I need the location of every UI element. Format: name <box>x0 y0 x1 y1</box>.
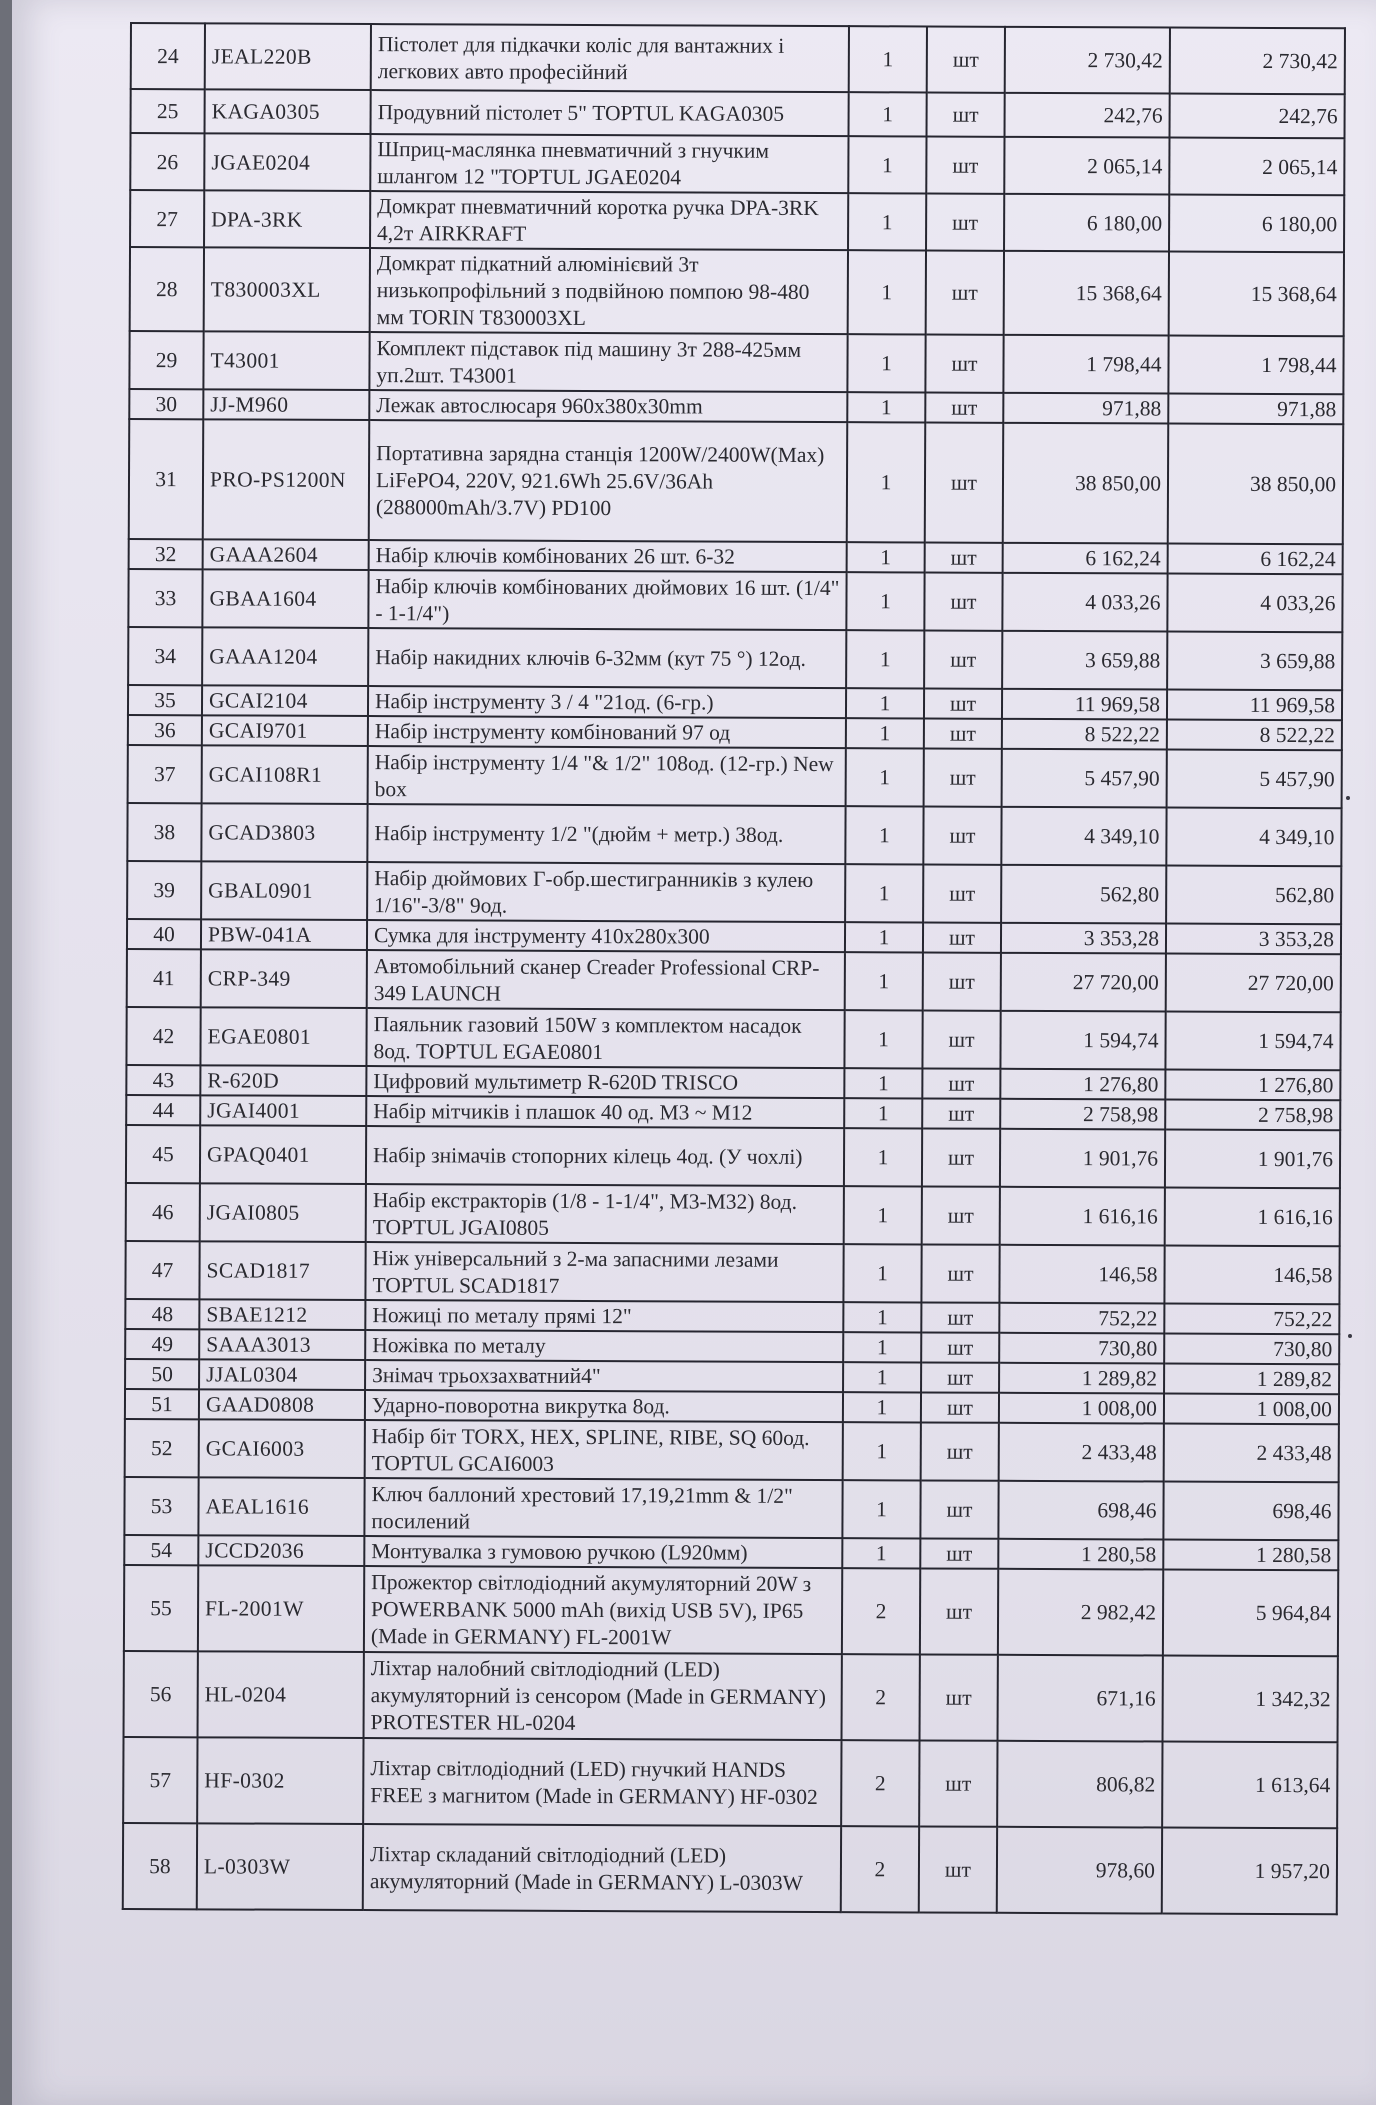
item-name: Ключ баллоний хрестовий 17,19,21mm & 1/2" посилений <box>364 1478 842 1538</box>
item-code: R-620D <box>200 1065 366 1096</box>
item-quantity: 1 <box>843 1422 921 1480</box>
item-quantity: 1 <box>843 1362 921 1392</box>
item-price: 2 982,42 <box>998 1569 1163 1656</box>
item-price: 242,76 <box>1005 93 1170 138</box>
item-price: 11 969,58 <box>1002 689 1167 720</box>
item-quantity: 1 <box>843 1332 921 1362</box>
item-code: KAGA0305 <box>205 89 371 134</box>
row-number: 28 <box>130 247 204 331</box>
item-sum: 1 957,20 <box>1162 1828 1337 1915</box>
item-name: Ліхтар світлодіодний (LED) гнучкий HANDS FREE з магнитом (Made in GERMANY) HF-0302 <box>363 1738 841 1826</box>
item-code: JCCD2036 <box>198 1535 364 1566</box>
table-row <box>130 133 1344 195</box>
table-row <box>128 569 1342 632</box>
item-quantity: 1 <box>846 748 924 806</box>
item-code: GCAI108R1 <box>202 745 368 804</box>
item-sum: 698,46 <box>1163 1482 1338 1541</box>
item-name: Цифровий мультиметр R-620D TRISCO <box>366 1066 844 1098</box>
item-sum: 11 969,58 <box>1167 690 1342 721</box>
item-sum: 2 730,42 <box>1170 28 1345 95</box>
item-sum: 1 613,64 <box>1162 1742 1337 1829</box>
item-sum: 3 659,88 <box>1167 632 1342 691</box>
item-quantity: 1 <box>847 542 925 572</box>
item-unit: шт <box>924 688 1002 718</box>
row-number: 36 <box>128 715 202 745</box>
item-quantity: 1 <box>842 1538 920 1568</box>
item-code: GAAA1204 <box>202 627 368 686</box>
item-code: GPAQ0401 <box>200 1125 366 1184</box>
item-unit: шт <box>922 1068 1000 1098</box>
item-unit: шт <box>924 630 1002 688</box>
item-name: Домкрат пневматичний коротка ручка DPA-3RK 4,2т AIRKRAFT <box>370 191 848 250</box>
item-code: SAAA3013 <box>199 1329 365 1360</box>
item-quantity: 1 <box>846 572 924 630</box>
item-price: 806,82 <box>997 1741 1162 1828</box>
item-sum: 562,80 <box>1166 866 1341 925</box>
item-name: Набір накидних ключів 6-32мм (кут 75 °) 12од. <box>368 628 846 688</box>
item-quantity: 1 <box>844 1128 922 1186</box>
item-unit: шт <box>921 1302 999 1332</box>
item-price: 5 457,90 <box>1002 749 1167 808</box>
item-unit: шт <box>926 193 1004 250</box>
item-unit: шт <box>924 748 1002 806</box>
row-number: 37 <box>128 745 202 803</box>
row-number: 48 <box>125 1299 199 1329</box>
item-quantity: 2 <box>841 1740 919 1826</box>
item-price: 2 065,14 <box>1004 137 1169 195</box>
item-sum: 1 798,44 <box>1168 336 1343 395</box>
item-quantity: 2 <box>841 1826 919 1912</box>
item-price: 1 901,76 <box>1000 1129 1165 1188</box>
item-unit: шт <box>924 572 1002 630</box>
item-sum: 6 162,24 <box>1168 544 1343 575</box>
item-unit: шт <box>923 952 1001 1010</box>
table-row <box>124 1651 1338 1742</box>
item-unit: шт <box>926 136 1004 193</box>
item-price: 6 162,24 <box>1003 543 1168 574</box>
item-unit: шт <box>921 1422 999 1480</box>
items-table-container <box>122 22 1344 1915</box>
item-name: Набір інструменту 1/4 "& 1/2" 108од. (12-гр.) New box <box>368 746 846 806</box>
item-price: 146,58 <box>999 1245 1164 1304</box>
item-unit: шт <box>921 1392 999 1422</box>
item-name: Прожектор світлодіодний акумуляторний 20W з POWERBANK 5000 mAh (вихід USB 5V), IP65 (Made in GERMANY) FL-2001W <box>364 1566 842 1654</box>
item-sum: 1 276,80 <box>1165 1070 1340 1101</box>
item-unit: шт <box>921 1332 999 1362</box>
row-number: 24 <box>131 23 205 89</box>
item-price: 1 289,82 <box>999 1363 1164 1394</box>
item-code: PBW-041A <box>201 919 367 950</box>
item-code: SCAD1817 <box>199 1241 365 1300</box>
item-price: 2 758,98 <box>1000 1099 1165 1130</box>
item-quantity: 1 <box>849 26 927 92</box>
item-quantity: 1 <box>845 922 923 952</box>
item-unit: шт <box>927 92 1005 136</box>
item-quantity: 2 <box>842 1568 920 1654</box>
item-name: Набір знімачів стопорних кілець 4од. (У чохлі) <box>366 1126 844 1186</box>
item-sum: 2 065,14 <box>1169 138 1344 196</box>
item-name: Комплект підставок під машину 3т 288-425мм уп.2шт. T43001 <box>369 332 847 392</box>
item-sum: 752,22 <box>1164 1304 1339 1335</box>
item-unit: шт <box>920 1480 998 1538</box>
item-code: JEAL220B <box>205 23 371 90</box>
item-name: Лежак автослюсаря 960х380х30mm <box>369 390 847 422</box>
table-row <box>130 247 1344 336</box>
item-code: GBAA1604 <box>202 569 368 628</box>
table-row <box>124 1477 1338 1540</box>
item-code: GAAA2604 <box>203 539 369 570</box>
item-quantity: 1 <box>843 1244 921 1302</box>
item-name: Набір ключів комбінованих дюймових 16 шт. (1/4" - 1-1/4") <box>368 570 846 630</box>
item-sum: 38 850,00 <box>1168 424 1344 545</box>
item-unit: шт <box>923 864 1001 922</box>
item-sum: 1 901,76 <box>1165 1130 1340 1189</box>
table-row <box>130 190 1344 252</box>
item-name: Набір інструменту 3 / 4 "21од. (6-гр.) <box>368 686 846 718</box>
item-quantity: 1 <box>847 334 925 392</box>
item-unit: шт <box>919 1740 997 1826</box>
row-number: 41 <box>127 949 201 1007</box>
item-name: Автомобільний сканер Creader Professional CRP-349 LAUNCH <box>367 950 845 1010</box>
item-name: Набір ключів комбінованих 26 шт. 6-32 <box>369 540 847 572</box>
row-number: 35 <box>128 685 202 715</box>
item-name: Шприц-маслянка пневматичний з гнучким шлангом 12 "TOPTUL JGAE0204 <box>370 134 848 193</box>
item-name: Паяльник газовий 150W з комплектом насадок 8од. TOPTUL EGAE0801 <box>366 1008 844 1068</box>
item-price: 752,22 <box>999 1303 1164 1334</box>
row-number: 32 <box>129 539 203 569</box>
item-unit: шт <box>925 334 1003 392</box>
item-sum: 4 033,26 <box>1167 574 1342 633</box>
item-code: JGAE0204 <box>204 133 370 191</box>
item-unit: шт <box>925 542 1003 572</box>
item-sum: 15 368,64 <box>1169 252 1344 337</box>
item-name: Продувний пістолет 5" TOPTUL KAGA0305 <box>371 90 849 136</box>
item-code: T43001 <box>203 331 369 390</box>
item-quantity: 1 <box>843 1302 921 1332</box>
item-name: Портативна зарядна станція 1200W/2400W(Max) LiFePO4, 220V, 921.6Wh 25.6V/36Ah (288000mAh/3.7V) PD100 <box>369 420 848 542</box>
item-price: 971,88 <box>1003 393 1168 424</box>
item-sum: 1 616,16 <box>1165 1188 1340 1247</box>
item-unit: шт <box>923 922 1001 952</box>
row-number: 49 <box>125 1329 199 1359</box>
item-quantity: 1 <box>848 250 926 334</box>
item-unit: шт <box>926 250 1004 334</box>
item-quantity: 1 <box>844 1068 922 1098</box>
item-unit: шт <box>921 1362 999 1392</box>
item-name: Пістолет для підкачки коліс для вантажних і легкових авто професійний <box>371 24 849 92</box>
item-name: Монтувалка з гумовою ручкою (L920мм) <box>364 1536 842 1568</box>
item-quantity: 1 <box>844 1186 922 1244</box>
item-quantity: 1 <box>846 718 924 748</box>
row-number: 34 <box>128 627 202 685</box>
item-sum: 1 289,82 <box>1164 1364 1339 1395</box>
item-quantity: 1 <box>844 1098 922 1128</box>
row-number: 54 <box>124 1535 198 1565</box>
item-code: JJ-M960 <box>203 389 369 420</box>
row-number: 30 <box>129 389 203 419</box>
item-code: PRO-PS1200N <box>203 419 370 540</box>
item-quantity: 2 <box>842 1654 920 1740</box>
item-price: 1 616,16 <box>1000 1187 1165 1246</box>
item-code: HL-0204 <box>198 1651 364 1738</box>
item-unit: шт <box>923 806 1001 864</box>
item-name: Ножівка по металу <box>365 1330 843 1362</box>
item-code: JJAL0304 <box>199 1359 365 1390</box>
row-number: 50 <box>125 1359 199 1389</box>
item-quantity: 1 <box>845 952 923 1010</box>
item-sum: 4 349,10 <box>1166 808 1341 867</box>
item-code: FL-2001W <box>198 1565 364 1652</box>
item-sum: 3 353,28 <box>1166 924 1341 955</box>
item-price: 1 008,00 <box>999 1393 1164 1424</box>
item-price: 6 180,00 <box>1004 194 1169 252</box>
row-number: 47 <box>125 1241 199 1299</box>
table-row <box>127 861 1341 924</box>
item-sum: 1 342,32 <box>1163 1656 1338 1743</box>
item-unit: шт <box>920 1538 998 1568</box>
table-row <box>126 1125 1340 1188</box>
item-price: 1 276,80 <box>1000 1069 1165 1100</box>
item-quantity: 1 <box>842 1480 920 1538</box>
items-table <box>122 22 1346 1915</box>
item-sum: 5 964,84 <box>1163 1570 1338 1657</box>
item-quantity: 1 <box>847 392 925 422</box>
item-price: 27 720,00 <box>1001 953 1166 1012</box>
row-number: 42 <box>126 1007 200 1065</box>
item-price: 730,80 <box>999 1333 1164 1364</box>
item-price: 562,80 <box>1001 865 1166 924</box>
item-quantity: 1 <box>845 864 923 922</box>
item-code: GCAI9701 <box>202 715 368 746</box>
row-number: 53 <box>124 1477 198 1535</box>
table-row <box>124 1565 1338 1656</box>
item-sum: 5 457,90 <box>1167 750 1342 809</box>
row-number: 56 <box>124 1651 198 1737</box>
item-price: 3 353,28 <box>1001 923 1166 954</box>
table-row <box>126 1183 1340 1246</box>
row-number: 25 <box>131 89 205 133</box>
item-unit: шт <box>925 422 1004 542</box>
item-quantity: 1 <box>846 630 924 688</box>
item-unit: шт <box>922 1128 1000 1186</box>
item-price: 15 368,64 <box>1004 251 1169 336</box>
table-row <box>131 23 1345 94</box>
row-number: 33 <box>128 569 202 627</box>
item-price: 978,60 <box>997 1827 1162 1914</box>
margin-mark <box>1348 1334 1352 1338</box>
row-number: 55 <box>124 1565 198 1651</box>
item-sum: 242,76 <box>1170 94 1345 139</box>
item-unit: шт <box>920 1568 998 1654</box>
row-number: 29 <box>129 331 203 389</box>
item-name: Набір інструменту 1/2 "(дюйм + метр.) 38од. <box>367 804 845 864</box>
item-name: Ударно-поворотна викрутка 8од. <box>365 1390 843 1422</box>
item-sum: 1 008,00 <box>1164 1394 1339 1425</box>
items-table-body <box>123 23 1345 1914</box>
item-sum: 27 720,00 <box>1166 954 1341 1013</box>
item-code: CRP-349 <box>201 949 367 1008</box>
item-code: AEAL1616 <box>198 1477 364 1536</box>
item-code: DPA-3RK <box>204 190 370 248</box>
margin-mark <box>1346 796 1350 800</box>
item-code: L-0303W <box>197 1823 363 1910</box>
item-price: 2 730,42 <box>1005 27 1170 94</box>
item-code: JGAI0805 <box>200 1183 366 1242</box>
table-row <box>123 1823 1337 1914</box>
item-quantity: 1 <box>848 136 926 193</box>
item-unit: шт <box>924 718 1002 748</box>
row-number: 27 <box>130 190 204 247</box>
item-code: GCAI2104 <box>202 685 368 716</box>
row-number: 51 <box>125 1389 199 1419</box>
item-quantity: 1 <box>844 1010 922 1068</box>
item-name: Набір інструменту комбінований 97 од <box>368 716 846 748</box>
item-quantity: 1 <box>849 92 927 136</box>
row-number: 31 <box>129 419 204 539</box>
table-row <box>129 331 1343 394</box>
item-price: 671,16 <box>998 1655 1163 1742</box>
table-row <box>127 949 1341 1012</box>
item-name: Ліхтар налобний світлодіодний (LED) акумуляторний із сенсором (Made in GERMANY) PROTESTER HL-0204 <box>364 1652 842 1740</box>
item-sum: 6 180,00 <box>1169 195 1344 253</box>
row-number: 45 <box>126 1125 200 1183</box>
item-sum: 8 522,22 <box>1167 720 1342 751</box>
item-name: Ніж універсальний з 2-ма запасними лезами TOPTUL SCAD1817 <box>365 1242 843 1302</box>
item-name: Набір біт TORX, HEX, SPLINE, RIBE, SQ 60од. TOPTUL GCAI6003 <box>365 1420 843 1480</box>
item-code: GAAD0808 <box>199 1389 365 1420</box>
item-price: 4 349,10 <box>1001 807 1166 866</box>
item-price: 38 850,00 <box>1003 423 1169 544</box>
table-row <box>128 745 1342 808</box>
table-row <box>127 803 1341 866</box>
item-name: Набір дюймових Г-обр.шестигранників з кулею 1/16"-3/8" 9од. <box>367 862 845 922</box>
item-sum: 1 594,74 <box>1165 1012 1340 1071</box>
item-price: 1 594,74 <box>1000 1011 1165 1070</box>
item-unit: шт <box>921 1244 999 1302</box>
table-row <box>123 1737 1337 1828</box>
item-name: Набір екстракторів (1/8 - 1-1/4", M3-M32) 8од. TOPTUL JGAI0805 <box>366 1184 844 1244</box>
item-sum: 730,80 <box>1164 1334 1339 1365</box>
item-code: GBAL0901 <box>201 861 367 920</box>
item-unit: шт <box>920 1654 998 1740</box>
row-number: 44 <box>126 1095 200 1125</box>
item-unit: шт <box>925 392 1003 422</box>
table-row <box>128 627 1342 690</box>
item-code: JGAI4001 <box>200 1095 366 1126</box>
item-code: GCAI6003 <box>199 1419 365 1478</box>
row-number: 38 <box>127 803 201 861</box>
item-name: Знімач трьохзахватний4" <box>365 1360 843 1392</box>
item-code: T830003XL <box>204 247 370 332</box>
table-row <box>126 1007 1340 1070</box>
item-name: Набір мітчиків і плашок 40 од. M3 ~ M12 <box>366 1096 844 1128</box>
item-quantity: 1 <box>846 688 924 718</box>
row-number: 26 <box>130 133 204 190</box>
item-price: 2 433,48 <box>999 1423 1164 1482</box>
item-code: GCAD3803 <box>201 803 367 862</box>
row-number: 39 <box>127 861 201 919</box>
item-unit: шт <box>922 1010 1000 1068</box>
item-name: Домкрат підкатний алюмінієвий 3т низькопрофільний з подвійною помпою 98-480 мм TORIN T830003XL <box>370 248 848 334</box>
item-price: 1 280,58 <box>998 1539 1163 1570</box>
item-sum: 971,88 <box>1168 394 1343 425</box>
item-unit: шт <box>922 1186 1000 1244</box>
document-page <box>12 0 1376 2105</box>
item-name: Ножиці по металу прямі 12" <box>365 1300 843 1332</box>
item-code: SBAE1212 <box>199 1299 365 1330</box>
item-unit: шт <box>922 1098 1000 1128</box>
item-code: HF-0302 <box>197 1737 363 1824</box>
item-sum: 2 758,98 <box>1165 1100 1340 1131</box>
table-row <box>129 419 1344 544</box>
item-sum: 146,58 <box>1164 1246 1339 1305</box>
row-number: 58 <box>123 1823 197 1909</box>
item-price: 8 522,22 <box>1002 719 1167 750</box>
item-quantity: 1 <box>843 1392 921 1422</box>
item-quantity: 1 <box>845 806 923 864</box>
item-name: Ліхтар складаний світлодіодний (LED) акумуляторний (Made in GERMANY) L-0303W <box>363 1824 841 1912</box>
item-name: Сумка для інструменту 410х280х300 <box>367 920 845 952</box>
item-unit: шт <box>919 1826 997 1912</box>
item-price: 1 798,44 <box>1003 335 1168 394</box>
table-row <box>125 1241 1339 1304</box>
item-unit: шт <box>927 26 1005 92</box>
row-number: 46 <box>126 1183 200 1241</box>
item-code: EGAE0801 <box>200 1007 366 1066</box>
row-number: 40 <box>127 919 201 949</box>
item-quantity: 1 <box>848 193 926 250</box>
row-number: 52 <box>125 1419 199 1477</box>
table-row <box>125 1419 1339 1482</box>
row-number: 57 <box>123 1737 197 1823</box>
item-quantity: 1 <box>847 422 926 542</box>
item-price: 698,46 <box>998 1481 1163 1540</box>
table-row <box>131 89 1345 138</box>
item-price: 4 033,26 <box>1002 573 1167 632</box>
item-price: 3 659,88 <box>1002 631 1167 690</box>
row-number: 43 <box>126 1065 200 1095</box>
item-sum: 2 433,48 <box>1164 1424 1339 1483</box>
item-sum: 1 280,58 <box>1163 1540 1338 1571</box>
